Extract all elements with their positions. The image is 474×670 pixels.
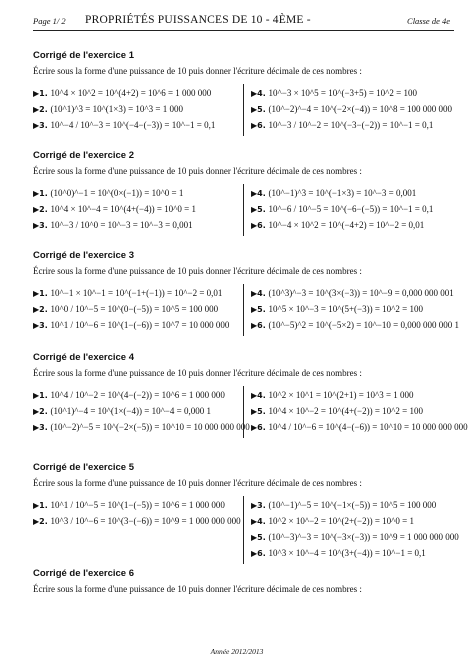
- answer-expression: (10^3)^−3 = 10^(3×(−3)) = 10^−9 = 0,000 000 001: [268, 288, 454, 298]
- answer-expression: 10^1 / 10^−6 = 10^(1−(−6)) = 10^7 = 10 000 000: [50, 320, 230, 330]
- exercise-2: [33, 150, 454, 230]
- answer-item: [33, 288, 222, 298]
- answer-expression: 10^2 × 10^−2 = 10^(2+(−2)) = 10^0 = 1: [268, 516, 414, 526]
- answer-item: [251, 288, 454, 298]
- answer-item: [251, 120, 433, 130]
- answer-number: ▶6.: [251, 221, 269, 230]
- answer-number: ▶6.: [251, 121, 269, 130]
- answer-number: ▶1.: [33, 289, 51, 298]
- document-title: PROPRIÉTÉS PUISSANCES DE 10 - 4ÈME -: [85, 14, 311, 26]
- answer-item: [251, 500, 436, 510]
- answer-number: ▶5.: [251, 305, 269, 314]
- answer-expression: 10^4 × 10^2 = 10^(4+2) = 10^6 = 1 000 000: [50, 88, 212, 98]
- answer-number: ▶2.: [33, 305, 51, 314]
- answer-item: [33, 104, 183, 114]
- answer-number: ▶3.: [251, 501, 269, 510]
- answer-expression: (10^−3)^−3 = 10^(−3×(−3)) = 10^9 = 1 000 000 000: [268, 532, 459, 542]
- answer-expression: (10^−2)^−4 = 10^(−2×(−4)) = 10^8 = 100 000 000: [268, 104, 453, 114]
- answer-number: ▶2.: [33, 205, 51, 214]
- answer-number: ▶4.: [251, 189, 269, 198]
- answer-number: ▶3.: [33, 423, 51, 432]
- answer-expression: 10^−3 × 10^5 = 10^(−3+5) = 10^2 = 100: [268, 88, 417, 98]
- answer-item: [251, 88, 417, 98]
- exercise-title: Corrigé de l'exercice 2: [33, 150, 135, 161]
- answer-expression: (10^−1)^3 = 10^(−1×3) = 10^−3 = 0,001: [268, 188, 417, 198]
- answer-number: ▶6.: [251, 549, 269, 558]
- answer-item: [251, 422, 468, 432]
- answer-expression: (10^0)^−1 = 10^(0×(−1)) = 10^0 = 1: [50, 188, 184, 198]
- exercise-6: [33, 568, 454, 594]
- header-rule: [33, 30, 454, 31]
- answer-expression: (10^1)^3 = 10^(1×3) = 10^3 = 1 000: [50, 104, 183, 114]
- answer-item: [33, 204, 196, 214]
- answer-item: [33, 304, 218, 314]
- answer-expression: 10^−3 / 10^−2 = 10^(−3−(−2)) = 10^−1 = 0,1: [268, 120, 434, 130]
- answer-item: [251, 304, 423, 314]
- answer-number: ▶5.: [251, 105, 269, 114]
- answer-number: ▶2.: [33, 517, 51, 526]
- answer-item: [33, 422, 250, 432]
- answer-number: ▶4.: [251, 289, 269, 298]
- answer-number: ▶3.: [33, 321, 51, 330]
- column-divider: [243, 184, 244, 236]
- exercise-instruction: Écrire sous la forme d'une puissance de 10 puis donner l'écriture décimale de ces nombres :: [33, 66, 362, 76]
- answer-item: [251, 406, 423, 416]
- exercise-title: Corrigé de l'exercice 3: [33, 250, 135, 261]
- column-divider: [243, 386, 244, 438]
- column-divider: [243, 284, 244, 336]
- answer-expression: 10^4 / 10^−6 = 10^(4−(−6)) = 10^10 = 10 000 000 000: [268, 422, 468, 432]
- answer-expression: 10^−3 / 10^0 = 10^−3 = 10^−3 = 0,001: [50, 220, 193, 230]
- answer-item: [251, 204, 433, 214]
- answer-item: [33, 516, 241, 526]
- answer-number: ▶4.: [251, 517, 269, 526]
- answer-number: ▶1.: [33, 189, 51, 198]
- answer-number: ▶6.: [251, 423, 269, 432]
- answer-number: ▶1.: [33, 391, 51, 400]
- answer-item: [33, 320, 229, 330]
- answer-number: ▶5.: [251, 205, 269, 214]
- answer-expression: (10^1)^−4 = 10^(1×(−4)) = 10^−4 = 0,000 1: [50, 406, 211, 416]
- exercise-instruction: Écrire sous la forme d'une puissance de 10 puis donner l'écriture décimale de ces nombres :: [33, 166, 362, 176]
- page-header: [33, 14, 454, 28]
- exercise-title: Corrigé de l'exercice 4: [33, 352, 135, 363]
- answer-item: [33, 188, 183, 198]
- exercise-title: Corrigé de l'exercice 5: [33, 462, 135, 473]
- column-divider: [243, 84, 244, 136]
- exercise-instruction: Écrire sous la forme d'une puissance de 10 puis donner l'écriture décimale de ces nombres :: [33, 368, 362, 378]
- answer-number: ▶1.: [33, 501, 51, 510]
- class-label: Classe de 4e: [407, 16, 450, 26]
- column-divider: [243, 496, 244, 564]
- exercise-instruction: Écrire sous la forme d'une puissance de 10 puis donner l'écriture décimale de ces nombres :: [33, 478, 362, 488]
- answer-expression: 10^−6 / 10^−5 = 10^(−6−(−5)) = 10^−1 = 0,1: [268, 204, 434, 214]
- answer-item: [251, 390, 414, 400]
- exercise-title: Corrigé de l'exercice 1: [33, 50, 135, 61]
- answer-expression: (10^−2)^−5 = 10^(−2×(−5)) = 10^10 = 10 000 000 000: [50, 422, 250, 432]
- answer-expression: 10^3 × 10^−4 = 10^(3+(−4)) = 10^−1 = 0,1: [268, 548, 426, 558]
- answer-number: ▶1.: [33, 89, 51, 98]
- exercise-3: [33, 250, 459, 330]
- answer-item: [251, 548, 426, 558]
- exercise-title: Corrigé de l'exercice 6: [33, 568, 135, 579]
- exercise-5: [33, 462, 459, 558]
- answer-expression: 10^4 × 10^−2 = 10^(4+(−2)) = 10^2 = 100: [268, 406, 423, 416]
- answer-expression: 10^−1 × 10^−1 = 10^(−1+(−1)) = 10^−2 = 0,01: [50, 288, 223, 298]
- answer-expression: (10^−5)^2 = 10^(−5×2) = 10^−10 = 0,000 000 000 1: [268, 320, 459, 330]
- answer-number: ▶4.: [251, 391, 269, 400]
- answer-number: ▶6.: [251, 321, 269, 330]
- exercise-1: [33, 50, 454, 130]
- answer-item: [33, 390, 225, 400]
- answer-number: ▶5.: [251, 533, 269, 542]
- answer-item: [251, 320, 459, 330]
- answer-number: ▶3.: [33, 221, 51, 230]
- answer-item: [251, 532, 459, 542]
- answer-expression: (10^−1)^−5 = 10^(−1×(−5)) = 10^5 = 100 000: [268, 500, 437, 510]
- exercise-instruction: Écrire sous la forme d'une puissance de 10 puis donner l'écriture décimale de ces nombres :: [33, 584, 362, 594]
- answer-expression: 10^5 × 10^−3 = 10^(5+(−3)) = 10^2 = 100: [268, 304, 423, 314]
- answer-expression: 10^1 / 10^−5 = 10^(1−(−5)) = 10^6 = 1 000 000: [50, 500, 225, 510]
- exercise-4: [33, 352, 468, 432]
- exercise-instruction: Écrire sous la forme d'une puissance de 10 puis donner l'écriture décimale de ces nombres :: [33, 266, 362, 276]
- page-footer: Année 2012/2013: [210, 647, 264, 656]
- answer-item: [33, 88, 211, 98]
- answer-number: ▶3.: [33, 121, 51, 130]
- answer-number: ▶4.: [251, 89, 269, 98]
- answer-expression: 10^4 / 10^−2 = 10^(4−(−2)) = 10^6 = 1 000 000: [50, 390, 225, 400]
- answer-item: [33, 500, 225, 510]
- answer-number: ▶2.: [33, 105, 51, 114]
- answer-number: ▶5.: [251, 407, 269, 416]
- answer-item: [251, 516, 414, 526]
- answer-item: [33, 120, 215, 130]
- answer-item: [251, 220, 424, 230]
- answer-item: [251, 188, 416, 198]
- answer-expression: 10^0 / 10^−5 = 10^(0−(−5)) = 10^5 = 100 000: [50, 304, 219, 314]
- answer-expression: 10^−4 × 10^2 = 10^(−4+2) = 10^−2 = 0,01: [268, 220, 425, 230]
- page-number: Page 1/ 2: [33, 16, 66, 26]
- answer-expression: 10^3 / 10^−6 = 10^(3−(−6)) = 10^9 = 1 000 000 000: [50, 516, 241, 526]
- answer-expression: 10^4 × 10^−4 = 10^(4+(−4)) = 10^0 = 1: [50, 204, 196, 214]
- answer-expression: 10^2 × 10^1 = 10^(2+1) = 10^3 = 1 000: [268, 390, 414, 400]
- answer-item: [251, 104, 452, 114]
- answer-item: [33, 220, 193, 230]
- answer-expression: 10^−4 / 10^−3 = 10^(−4−(−3)) = 10^−1 = 0,1: [50, 120, 216, 130]
- answer-number: ▶2.: [33, 407, 51, 416]
- answer-item: [33, 406, 211, 416]
